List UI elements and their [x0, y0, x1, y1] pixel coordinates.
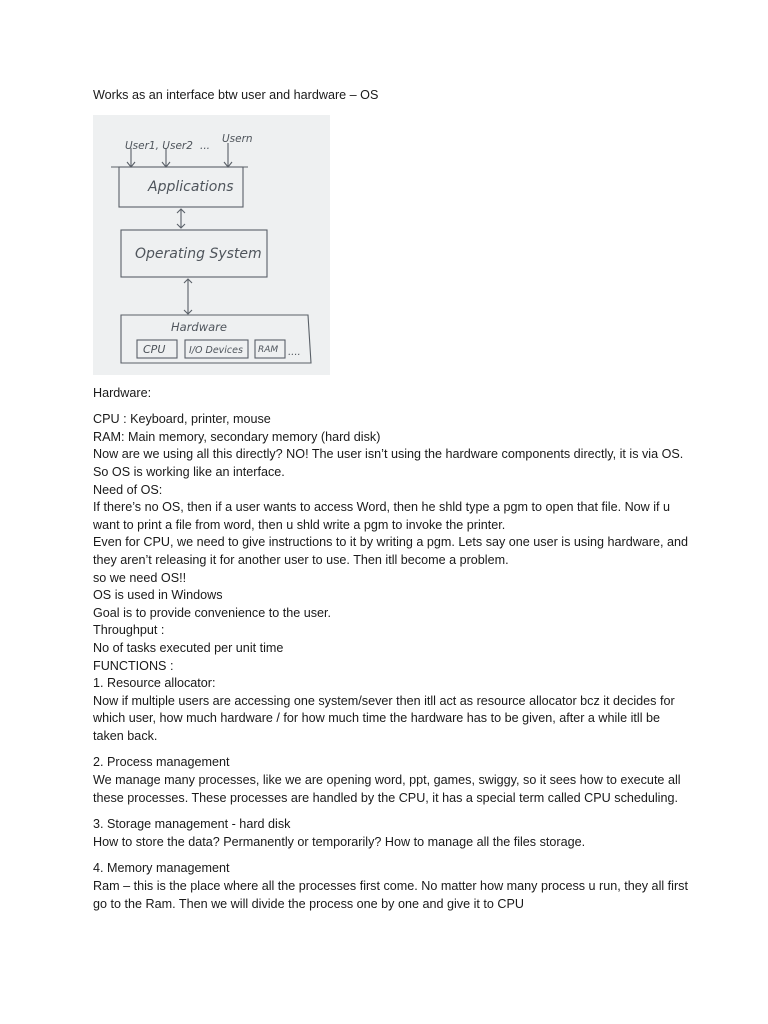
line-throughput: Throughput :	[93, 623, 165, 638]
line-functions: FUNCTIONS :	[93, 658, 174, 673]
os-label: Operating System	[135, 245, 262, 262]
document-body	[93, 87, 693, 913]
section-process	[93, 754, 693, 807]
applications-label: Applications	[148, 178, 234, 195]
section-title: 3. Storage management - hard disk	[93, 817, 291, 832]
section-storage	[93, 816, 693, 851]
intro-line: Works as an interface btw user and hardware – OS	[93, 88, 379, 102]
line-goal: Goal is to provide convenience to the user.	[93, 605, 332, 620]
ram-label: RAM	[258, 344, 279, 355]
cpu-label: CPU	[143, 342, 166, 356]
line-cpu-instructions: Even for CPU, we need to give instructions to it by writing a pgm. Lets say one user is using hardware, and they aren’t releasing it for another user to use. Then itll become a problem.	[93, 535, 689, 567]
line-throughput-def: No of tasks executed per unit time	[93, 640, 284, 655]
line-cpu: CPU : Keyboard, printer, mouse	[93, 412, 271, 427]
section-title: 4. Memory management	[93, 861, 230, 876]
line-directly: Now are we using all this directly? NO! The user isn’t using the hardware components directly, it is via OS. So OS is working like an interface.	[93, 447, 684, 479]
section-body: Ram – this is the place where all the processes first come. No matter how many process u run, they all first go to the Ram. Then we will divide the process one by one and give it to CPU	[93, 879, 688, 911]
hw-ellipsis: ....	[288, 346, 301, 358]
usern-label: Usern	[222, 132, 253, 145]
os-diagram-photo	[93, 115, 330, 375]
hardware-heading: Hardware:	[93, 385, 152, 400]
app-os-arrow	[177, 209, 185, 228]
users-label: User1, User2	[125, 139, 193, 152]
io-label: I/O Devices	[189, 344, 243, 356]
section-title: 2. Process management	[93, 755, 230, 770]
line-resource-body: Now if multiple users are accessing one system/sever then itll act as resource allocator bcz it decides for which user, how much hardware / for how much time the hardware has to be given, after a while itll be taken back.	[93, 693, 675, 743]
section-memory	[93, 860, 693, 913]
usern-arrow	[224, 143, 232, 167]
line-no-os: If there’s no OS, then if a user wants to access Word, then he shld type a pgm to open that file. Now if u want to print a file from word, then u shld write a pgm to invoke the printer.	[93, 500, 671, 532]
os-diagram	[93, 115, 330, 375]
line-windows: OS is used in Windows	[93, 588, 223, 603]
section-body: We manage many processes, like we are opening word, ppt, games, swiggy, so it sees how to execute all these processes. These processes are handled by the CPU, it has a special term called CPU scheduling.	[93, 773, 681, 805]
os-hw-arrow	[184, 279, 192, 314]
line-need-heading: Need of OS:	[93, 482, 163, 497]
notes-block	[93, 411, 693, 745]
line-need-os: so we need OS!!	[93, 570, 187, 585]
line-ram: RAM: Main memory, secondary memory (hard disk)	[93, 429, 381, 444]
line-resource-title: 1. Resource allocator:	[93, 676, 216, 691]
section-body: How to store the data? Permanently or temporarily? How to manage all the files storage.	[93, 834, 586, 849]
hardware-label: Hardware	[171, 319, 227, 334]
users-ellipsis: ...	[200, 139, 211, 152]
